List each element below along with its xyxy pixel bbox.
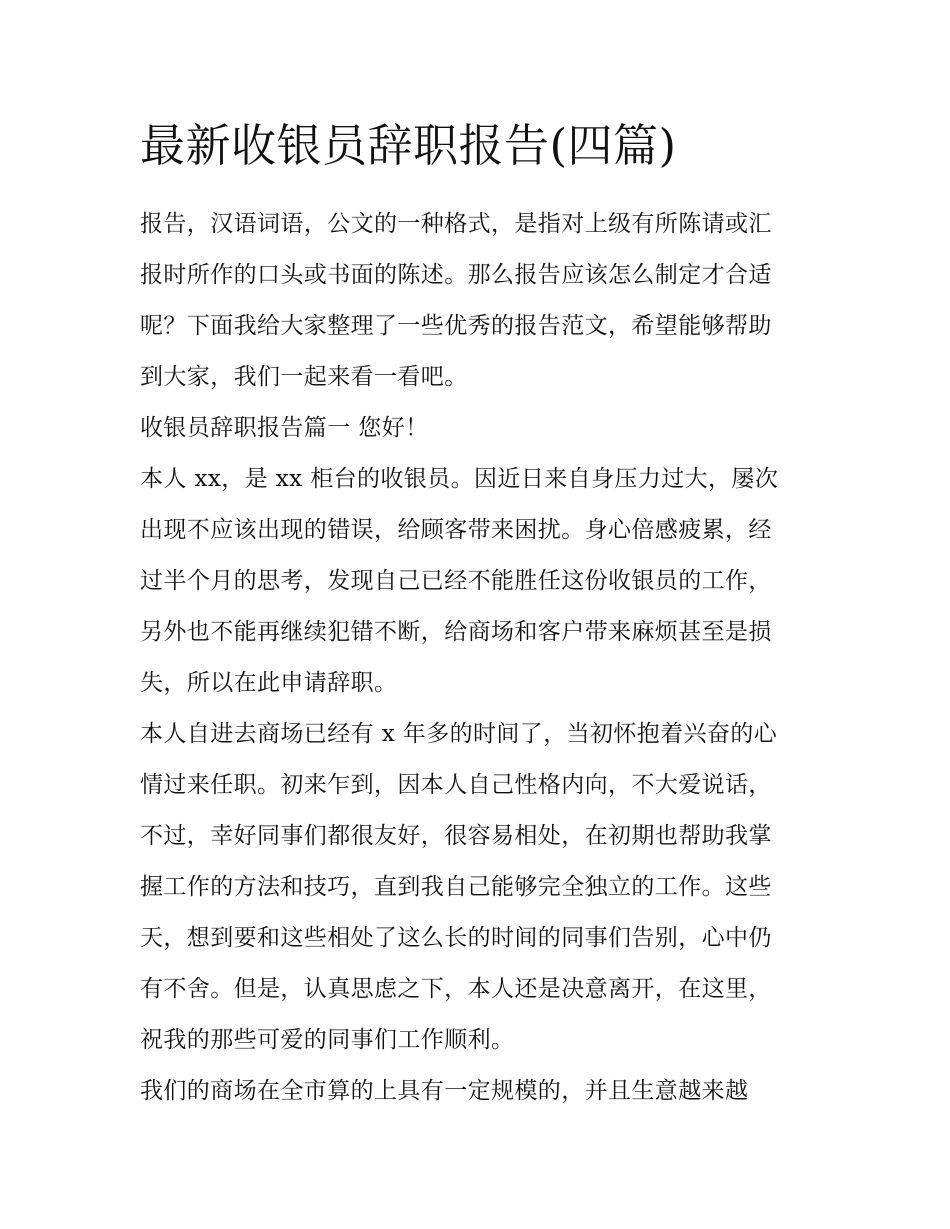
paragraph-line: 祝我的那些可爱的同事们工作顺利。: [140, 1027, 515, 1053]
document-body: [140, 199, 812, 1117]
paragraph-line: 报时所作的口头或书面的陈述。那么报告应该怎么制定才合适: [140, 262, 772, 288]
document-title: 最新收银员辞职报告(四篇): [140, 119, 677, 172]
paragraph-line: 我们的商场在全市算的上具有一定规模的，并且生意越来越: [140, 1078, 749, 1104]
section-heading-line: 收银员辞职报告篇一 您好！: [140, 415, 429, 441]
paragraph-line: 到大家，我们一起来看一看吧。: [140, 364, 468, 390]
paragraph-line: 报告，汉语词语，公文的一种格式，是指对上级有所陈请或汇: [140, 211, 772, 237]
paragraph-line: 本人自进去商场已经有 x 年多的时间了，当初怀抱着兴奋的心: [140, 721, 778, 747]
paragraph-line: 本人 xx，是 xx 柜台的收银员。因近日来自身压力过大，屡次: [140, 466, 779, 492]
paragraph-line: 天，想到要和这些相处了这么长的时间的同事们告别，心中仍: [140, 925, 772, 951]
paragraph-line: 另外也不能再继续犯错不断，给商场和客户带来麻烦甚至是损: [140, 619, 772, 645]
paragraph-line: 出现不应该出现的错误，给顾客带来困扰。身心倍感疲累，经: [140, 517, 772, 543]
paragraph-line: 不过，幸好同事们都很友好，很容易相处，在初期也帮助我掌: [140, 823, 772, 849]
paragraph-line: 呢？下面我给大家整理了一些优秀的报告范文，希望能够帮助: [140, 313, 772, 339]
paragraph-line: 有不舍。但是，认真思虑之下，本人还是决意离开，在这里，: [140, 976, 772, 1002]
paragraph-line: 情过来任职。初来乍到，因本人自己性格内向，不大爱说话，: [140, 772, 772, 798]
paragraph-line: 握工作的方法和技巧，直到我自己能够完全独立的工作。这些: [140, 874, 772, 900]
paragraph-line: 过半个月的思考，发现自己已经不能胜任这份收银员的工作，: [140, 568, 772, 594]
paragraph-line: 失，所以在此申请辞职。: [140, 670, 398, 696]
